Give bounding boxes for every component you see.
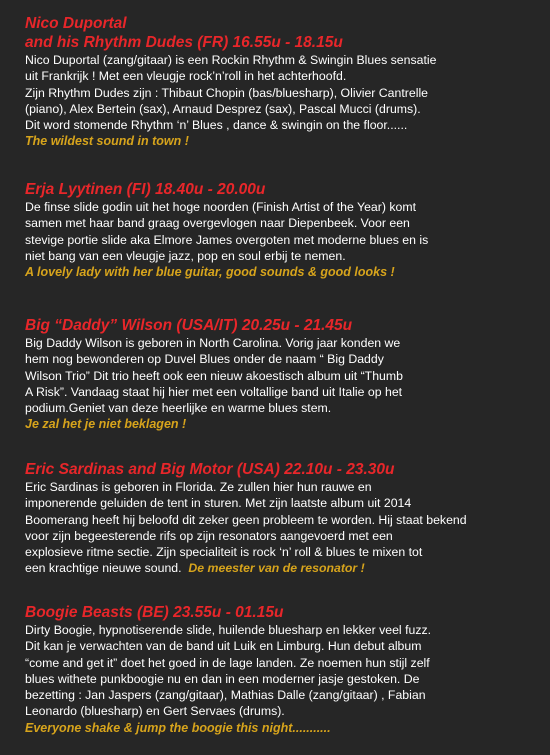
section-tagline: The wildest sound in town ! [25, 134, 189, 149]
body-line: De finse slide godin uit het hoge noorden (Finish Artist of the Year) komt [25, 200, 416, 214]
section-tagline: Je zal het je niet beklagen ! [25, 417, 187, 432]
section-tagline: De meester van de resonator ! [188, 561, 365, 576]
section-tagline: Everyone shake & jump the boogie this night........... [25, 720, 331, 735]
body-line: “come and get it” doet het goed in de lage landen. Ze noemen hun stijl zelf [25, 655, 430, 670]
title-line: Boogie Beasts (BE) 23.55u - 01.15u [25, 604, 284, 621]
title-line: Erja Lyytinen (FI) 18.40u - 20.00u [25, 181, 266, 198]
section-title [25, 603, 540, 622]
body-line: stevige portie slide aka Elmore James overgoten met moderne blues en is [25, 232, 429, 247]
title-line: Big “Daddy” Wilson (USA/IT) 20.25u - 21.45u [25, 317, 353, 334]
section-nico-duportal [25, 14, 540, 150]
body-line: bezetting : Jan Jaspers (zang/gitaar), Mathias Dalle (zang/gitaar) , Fabian [25, 688, 426, 703]
body-line: Leonardo (bluesharp) en Gert Servaes (drums). [25, 704, 285, 719]
body-line: voor zijn begeesterende rifs op zijn resonators aangevoerd met een [25, 528, 393, 543]
section-body [25, 479, 540, 577]
body-line: Wilson Trio” Dit trio heeft ook een nieuw akoestisch album uit “Thumb [25, 368, 403, 383]
section-title [25, 460, 540, 479]
section-body [25, 199, 540, 264]
section-title [25, 14, 540, 52]
section-body [25, 335, 540, 416]
body-line: hem nog bewonderen op Duvel Blues onder de naam “ Big Daddy [25, 352, 384, 367]
body-line: niet bang van een vleugje jazz, pop en soul erbij te nemen. [25, 248, 346, 263]
body-line: Dit kan je verwachten van de band uit Luik en Limburg. Hun debut album [25, 639, 422, 654]
section-title [25, 316, 540, 335]
section-title [25, 180, 540, 199]
body-line: A Risk”. Vandaag staat hij hier met een voltallige band uit Italie op het [25, 384, 403, 399]
body-line: Dirty Boogie, hypnotiserende slide, huilende bluesharp en lekker veel fuzz. [25, 623, 432, 637]
title-line: and his Rhythm Dudes (FR) 16.55u - 18.15u [25, 34, 343, 51]
section-boogie-beasts [25, 603, 540, 737]
section-eric-sardinas [25, 460, 540, 577]
body-line: Boomerang heeft hij beloofd dit zeker geen probleem te worden. Hij staat bekend [25, 512, 467, 527]
body-line: imponerende geluiden de tent in sturen. Met zijn laatste album uit 2014 [25, 496, 412, 511]
section-body [25, 52, 540, 133]
body-line: explosieve ritme sectie. Zijn specialiteit is rock ‘n’ roll & blues te mixen tot [25, 545, 423, 560]
section-erja-lyytinen [25, 180, 540, 281]
body-line: blues withete punkboogie nu en dan in een moderner jasje gestoken. De [25, 671, 420, 686]
body-line: (piano), Alex Bertein (sax), Arnaud Desprez (sax), Pascal Mucci (drums). [25, 101, 421, 116]
body-line-with-tagline [25, 560, 540, 576]
body-line: samen met haar band graag overgevlogen naar Diepenbeek. Voor een [25, 216, 410, 231]
section-big-daddy-wilson [25, 316, 540, 433]
section-body [25, 622, 540, 720]
body-line: Nico Duportal (zang/gitaar) is een Rockin Rhythm & Swingin Blues sensatie [25, 53, 437, 67]
body-line-text: een krachtige nieuwe sound. [25, 561, 182, 576]
body-line: Zijn Rhythm Dudes zijn : Thibaut Chopin (bas/bluesharp), Olivier Cantrelle [25, 85, 429, 100]
title-line: Nico Duportal [25, 15, 127, 32]
body-line: Eric Sardinas is geboren in Florida. Ze zullen hier hun rauwe en [25, 480, 372, 494]
body-line: uit Frankrijk ! Met een vleugje rock’n’roll in het achterhoofd. [25, 69, 347, 84]
body-line: podium.Geniet van deze heerlijke en warme blues stem. [25, 401, 332, 416]
body-line: Big Daddy Wilson is geboren in North Carolina. Vorig jaar konden we [25, 336, 401, 350]
section-tagline: A lovely lady with her blue guitar, good sounds & good looks ! [25, 265, 395, 280]
body-line: Dit word stomende Rhythm ‘n’ Blues , dance & swingin on the floor...... [25, 118, 408, 133]
title-line: Eric Sardinas and Big Motor (USA) 22.10u - 23.30u [25, 461, 395, 478]
